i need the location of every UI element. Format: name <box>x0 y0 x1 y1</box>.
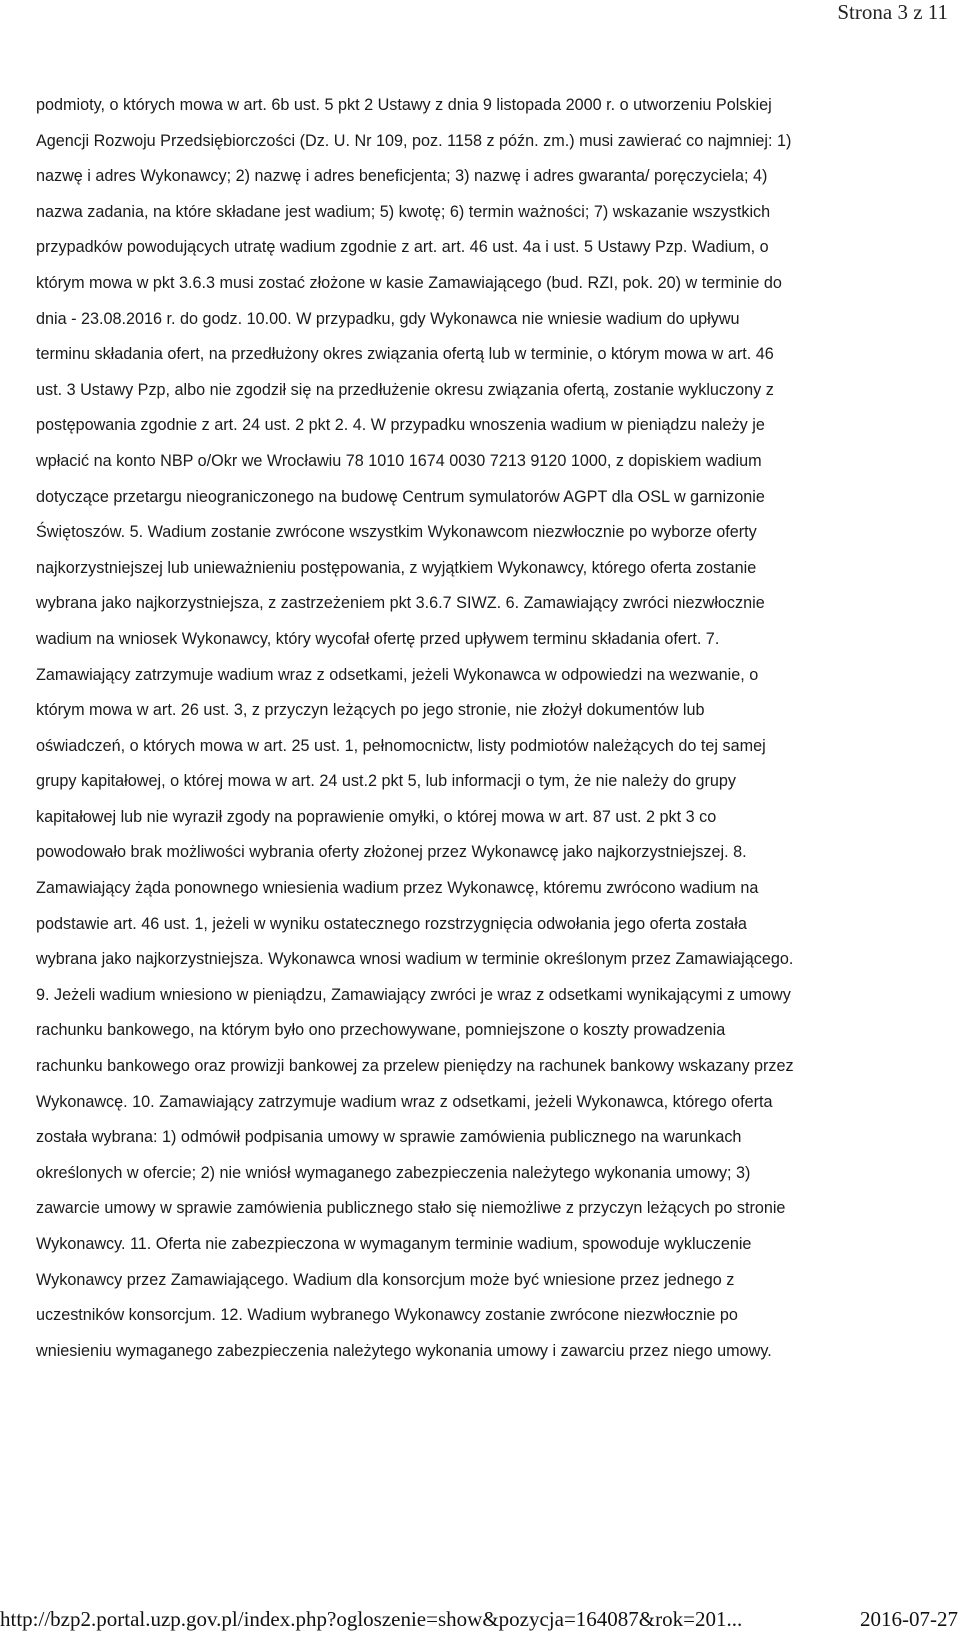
text-line: podstawie art. 46 ust. 1, jeżeli w wyniku ostatecznego rozstrzygnięcia odwołania jego oferta została <box>36 914 747 933</box>
text-line: Wykonawcę. 10. Zamawiający zatrzymuje wadium wraz z odsetkami, jeżeli Wykonawca, którego oferta <box>36 1092 773 1111</box>
text-line: rachunku bankowego oraz prowizji bankowej za przelew pieniędzy na rachunek bankowy wskazany przez <box>36 1057 794 1076</box>
print-footer <box>0 1604 960 1634</box>
text-line: określonych w ofercie; 2) nie wniósł wymaganego zabezpieczenia należytego wykonania umowy; 3) <box>36 1163 751 1182</box>
text-line: Agencji Rozwoju Przedsiębiorczości (Dz. U. Nr 109, poz. 1158 z późn. zm.) musi zawierać co najmniej: 1) <box>36 131 792 150</box>
text-line: wniesieniu wymaganego zabezpieczenia należytego wykonania umowy i zawarciu przez niego umowy. <box>36 1341 772 1360</box>
text-line: powodowało brak możliwości wybrania oferty złożonej przez Wykonawcę jako najkorzystniejszej. 8. <box>36 843 747 862</box>
text-line: dnia - 23.08.2016 r. do godz. 10.00. W przypadku, gdy Wykonawca nie wniesie wadium do upływu <box>36 309 740 328</box>
text-line: wybrana jako najkorzystniejsza, z zastrzeżeniem pkt 3.6.7 SIWZ. 6. Zamawiający zwróci niezwłocznie <box>36 594 765 613</box>
text-line: najkorzystniejszej lub unieważnieniu postępowania, z wyjątkiem Wykonawcy, którego oferta zostanie <box>36 558 757 577</box>
text-line: którym mowa w art. 26 ust. 3, z przyczyn leżących po jego stronie, nie złożył dokumentów lub <box>36 701 705 720</box>
text-line: została wybrana: 1) odmówił podpisania umowy w sprawie zamówienia publicznego na warunkach <box>36 1128 742 1147</box>
text-line: oświadczeń, o których mowa w art. 25 ust. 1, pełnomocnictw, listy podmiotów należących do tej samej <box>36 736 766 755</box>
text-line: Wykonawcy przez Zamawiającego. Wadium dla konsorcjum może być wniesione przez jednego z <box>36 1270 735 1289</box>
text-line: 9. Jeżeli wadium wniesiono w pieniądzu, Zamawiający zwróci je wraz z odsetkami wynikającymi z umowy <box>36 985 791 1004</box>
text-line: wpłacić na konto NBP o/Okr we Wrocławiu 78 1010 1674 0030 7213 9120 1000, z dopiskiem wadium <box>36 451 762 470</box>
text-line: dotyczące przetargu nieograniczonego na budowę Centrum symulatorów AGPT dla OSL w garnizonie <box>36 487 765 506</box>
text-line: Świętoszów. 5. Wadium zostanie zwrócone wszystkim Wykonawcom niezwłocznie po wyborze oferty <box>36 523 757 542</box>
text-line: Zamawiający żąda ponownego wniesienia wadium przez Wykonawcę, któremu zwrócono wadium na <box>36 879 759 898</box>
text-line: zawarcie umowy w sprawie zamówienia publicznego stało się niemożliwe z przyczyn leżących po stronie <box>36 1199 786 1218</box>
text-line: którym mowa w pkt 3.6.3 musi zostać złożone w kasie Zamawiającego (bud. RZI, pok. 20) w terminie do <box>36 273 782 292</box>
text-line: rachunku bankowego, na którym było ono przechowywane, pomniejszone o koszty prowadzenia <box>36 1021 726 1040</box>
text-line: nazwę i adres Wykonawcy; 2) nazwę i adres beneficjenta; 3) nazwę i adres gwaranta/ poręczyciela; 4) <box>36 167 768 186</box>
text-line: wybrana jako najkorzystniejsza. Wykonawca wnosi wadium w terminie określonym przez Zamawiającego. <box>36 950 794 969</box>
text-line: grupy kapitałowej, o której mowa w art. 24 ust.2 pkt 5, lub informacji o tym, że nie należy do grupy <box>36 772 736 791</box>
text-line: przypadków powodujących utratę wadium zgodnie z art. art. 46 ust. 4a i ust. 5 Ustawy Pzp. Wadium, o <box>36 238 769 257</box>
text-line: wadium na wniosek Wykonawcy, który wycofał ofertę przed upływem terminu składania ofert. 7. <box>36 629 720 648</box>
footer-url: http://bzp2.portal.uzp.gov.pl/index.php?ogloszenie=show&pozycja=164087&rok=201... <box>0 1607 743 1631</box>
text-line: kapitałowej lub nie wyraził zgody na poprawienie omyłki, o której mowa w art. 87 ust. 2 pkt 3 co <box>36 807 717 826</box>
text-line: podmioty, o których mowa w art. 6b ust. 5 pkt 2 Ustawy z dnia 9 listopada 2000 r. o utworzeniu Polskiej <box>36 96 772 114</box>
text-line: ust. 3 Ustawy Pzp, albo nie zgodził się na przedłużenie okresu związania ofertą, zostanie wykluczony z <box>36 380 774 399</box>
text-line: terminu składania ofert, na przedłużony okres związania ofertą lub w terminie, o którym mowa w art. 46 <box>36 345 774 364</box>
document-body <box>36 88 954 1369</box>
text-line: Zamawiający zatrzymuje wadium wraz z odsetkami, jeżeli Wykonawca w odpowiedzi na wezwanie, o <box>36 665 759 684</box>
text-line: postępowania zgodnie z art. 24 ust. 2 pkt 2. 4. W przypadku wnoszenia wadium w pieniądzu należy je <box>36 416 765 435</box>
footer-date: 2016-07-27 <box>860 1607 958 1631</box>
page-number-header: Strona 3 z 11 <box>837 0 948 24</box>
text-line: uczestników konsorcjum. 12. Wadium wybranego Wykonawcy zostanie zwrócone niezwłocznie po <box>36 1306 738 1325</box>
text-line: nazwa zadania, na które składane jest wadium; 5) kwotę; 6) termin ważności; 7) wskazanie wszystkich <box>36 202 771 221</box>
text-line: Wykonawcy. 11. Oferta nie zabezpieczona w wymaganym terminie wadium, spowoduje wykluczenie <box>36 1235 752 1253</box>
